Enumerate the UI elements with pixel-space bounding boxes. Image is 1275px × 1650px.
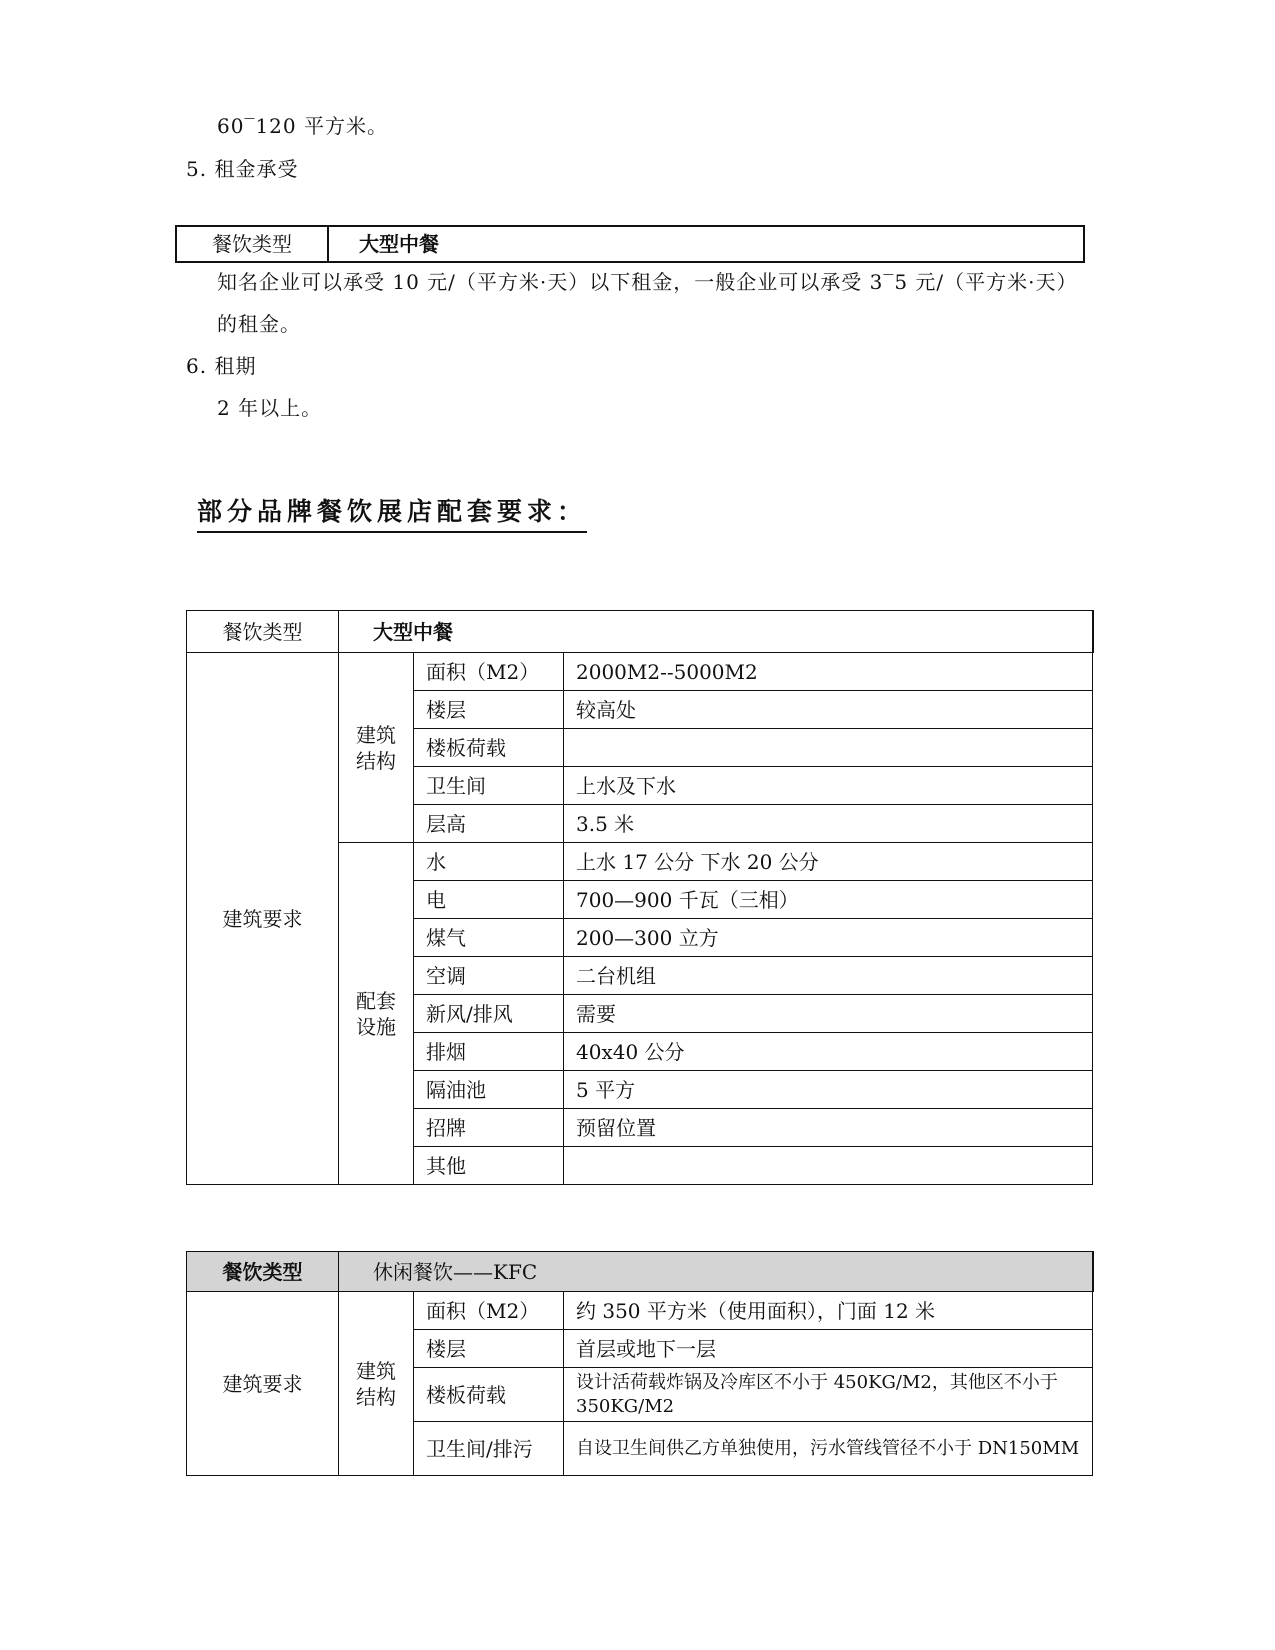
table-row [187, 1292, 1093, 1330]
item-cell: 层高 [414, 805, 564, 843]
section-heading: 部分品牌餐饮展店配套要求： [197, 492, 587, 533]
value-cell: 2000M2--5000M2 [564, 653, 1093, 691]
section-label: 建筑要求 [187, 1292, 339, 1476]
item-cell: 面积（M2） [414, 653, 564, 691]
value-cell: 预留位置 [564, 1109, 1093, 1147]
value-cell: 上水及下水 [564, 767, 1093, 805]
summary-table [175, 225, 1085, 263]
group-label-structure: 建筑结构 [339, 1292, 414, 1476]
value-cell: 较高处 [564, 691, 1093, 729]
table-row [176, 226, 1084, 262]
rent-text-line1: 知名企业可以承受 10 元/（平方米·天）以下租金，一般企业可以承受 3‾5 元/（平方米·天） [217, 270, 1078, 294]
list-item-term: 6. 租期 [186, 354, 257, 378]
term-text: 2 年以上。 [217, 396, 323, 420]
type-value: 休闲餐饮——KFC [339, 1252, 1093, 1292]
value-cell: 上水 17 公分 下水 20 公分 [564, 843, 1093, 881]
type-label: 餐饮类型 [176, 226, 328, 262]
item-cell: 面积（M2） [414, 1292, 564, 1330]
table-row [187, 653, 1093, 691]
value-cell: 40x40 公分 [564, 1033, 1093, 1071]
item-cell: 排烟 [414, 1033, 564, 1071]
item-cell: 隔油池 [414, 1071, 564, 1109]
item-cell: 楼板荷载 [414, 1368, 564, 1422]
value-cell: 首层或地下一层 [564, 1330, 1093, 1368]
item-cell: 楼层 [414, 691, 564, 729]
value-cell: 约 350 平方米（使用面积），门面 12 米 [564, 1292, 1093, 1330]
table-header-row [187, 611, 1093, 653]
value-cell: 设计活荷载炸锅及冷库区不小于 450KG/M2，其他区不小于 350KG/M2 [564, 1368, 1093, 1422]
item-cell: 招牌 [414, 1109, 564, 1147]
value-cell: 3.5 米 [564, 805, 1093, 843]
type-value: 大型中餐 [328, 226, 1084, 262]
item-cell: 卫生间/排污 [414, 1422, 564, 1476]
value-cell [564, 729, 1093, 767]
item-cell: 空调 [414, 957, 564, 995]
group-label-facilities: 配套设施 [339, 843, 414, 1185]
value-cell: 需要 [564, 995, 1093, 1033]
value-cell: 200—300 立方 [564, 919, 1093, 957]
value-cell: 二台机组 [564, 957, 1093, 995]
table-header-row [187, 1252, 1093, 1292]
type-value: 大型中餐 [339, 611, 1093, 653]
group-label-structure: 建筑结构 [339, 653, 414, 843]
rent-text-line2: 的租金。 [217, 312, 301, 336]
item-cell: 楼层 [414, 1330, 564, 1368]
item-cell: 其他 [414, 1147, 564, 1185]
value-cell: 自设卫生间供乙方单独使用，污水管线管径不小于 DN150MM [564, 1422, 1093, 1476]
requirements-table-kfc [186, 1251, 1094, 1476]
section-label: 建筑要求 [187, 653, 339, 1185]
requirements-table-chinese [186, 610, 1094, 1185]
value-cell: 5 平方 [564, 1071, 1093, 1109]
item-cell: 煤气 [414, 919, 564, 957]
value-cell: 700—900 千瓦（三相） [564, 881, 1093, 919]
item-cell: 水 [414, 843, 564, 881]
item-cell: 楼板荷载 [414, 729, 564, 767]
item-cell: 新风/排风 [414, 995, 564, 1033]
type-label: 餐饮类型 [187, 1252, 339, 1292]
value-cell [564, 1147, 1093, 1185]
area-range-text: 60‾120 平方米。 [217, 114, 388, 138]
item-cell: 卫生间 [414, 767, 564, 805]
type-label: 餐饮类型 [187, 611, 339, 653]
item-cell: 电 [414, 881, 564, 919]
list-item-rent: 5. 租金承受 [186, 157, 299, 181]
